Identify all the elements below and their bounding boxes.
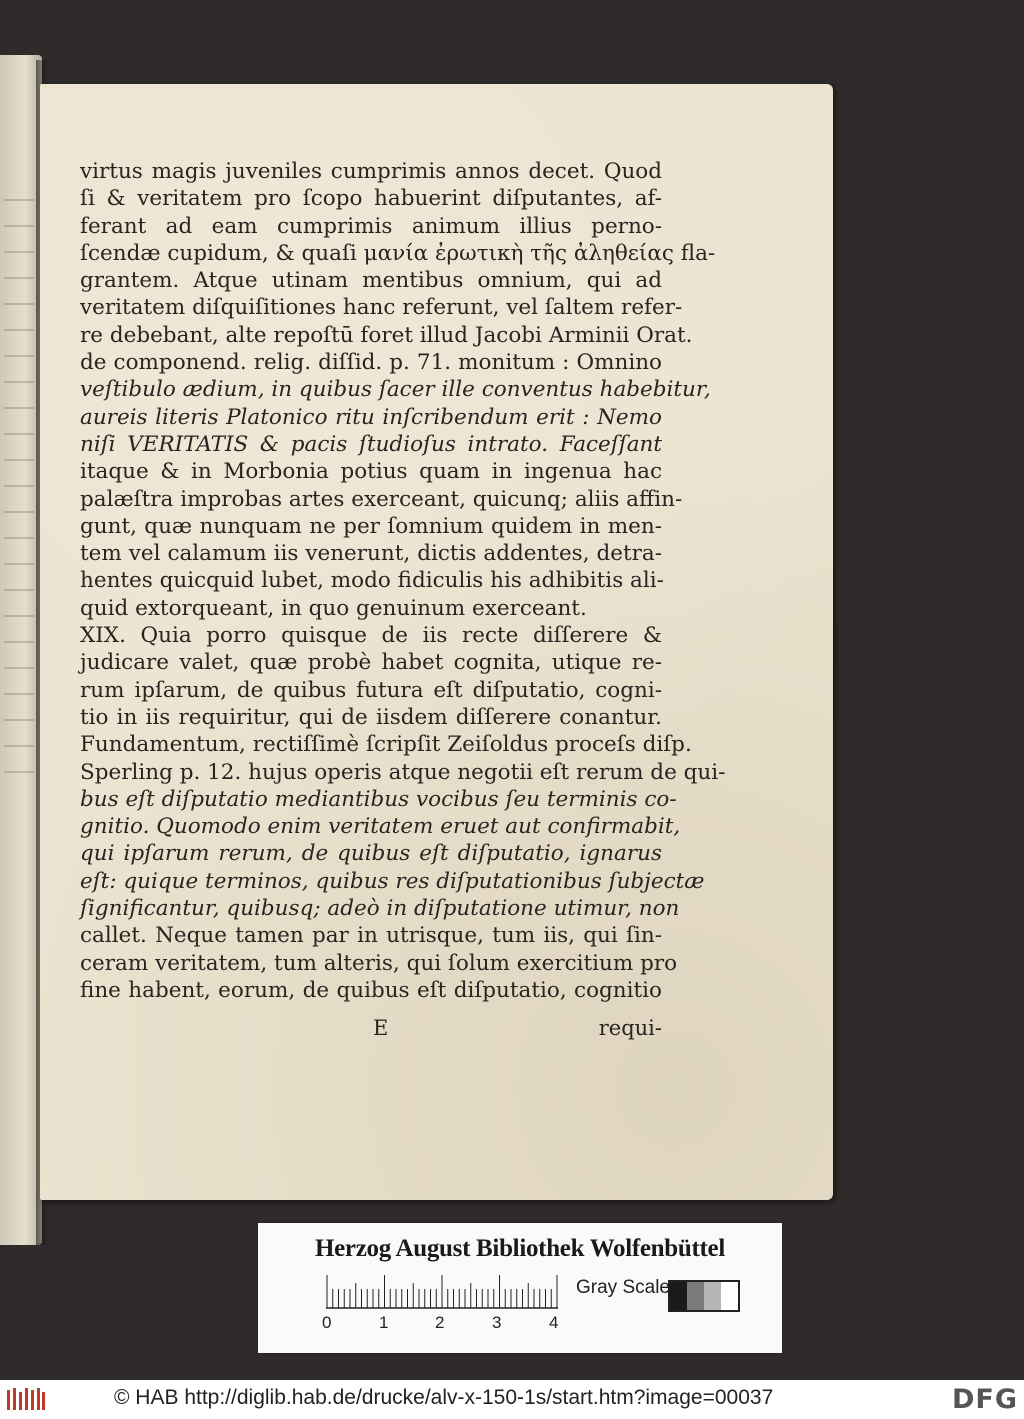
page-bottom-line bbox=[80, 1016, 662, 1044]
text-line: ſi & veritatem pro ſcopo habuerint diſputantes, af- bbox=[80, 186, 662, 212]
ruler-number: 3 bbox=[492, 1313, 502, 1332]
text-line: quid extorqueant, in quo genuinum exerceant. bbox=[80, 595, 587, 621]
gray-swatch bbox=[721, 1282, 738, 1310]
text-line: de componend. relig. diſſid. p. 71. monitum : Omnino bbox=[80, 350, 662, 376]
text-line: aureis literis Platonico ritu inſcribendum erit : Nemo bbox=[80, 404, 662, 430]
ruler-number: 2 bbox=[435, 1313, 445, 1332]
ruler-number: 0 bbox=[322, 1313, 332, 1332]
text-line: hentes quicquid lubet, modo fidiculis his adhibitis ali- bbox=[80, 568, 664, 594]
gray-scale-label: Gray Scale bbox=[576, 1277, 670, 1298]
text-line: callet. Neque tamen par in utrisque, tum iis, qui ſin- bbox=[80, 923, 662, 949]
ruler-scale bbox=[326, 1275, 558, 1309]
text-line: gnitio. Quomodo enim veritatem eruet aut confirmabit, bbox=[80, 814, 681, 840]
hab-logo-icon bbox=[6, 1386, 46, 1412]
text-line: ceram veritatem, tum alteris, qui ſolum exercitium pro bbox=[80, 950, 678, 976]
catchword: requi- bbox=[598, 1016, 662, 1040]
text-line: palæſtra improbas artes exerceant, quicunq; aliis affin- bbox=[80, 486, 683, 512]
text-line: veritatem diſquiſitiones hanc referunt, vel ſaltem refer- bbox=[80, 295, 683, 321]
gray-swatch bbox=[687, 1282, 704, 1310]
dfg-logo: DFG bbox=[951, 1384, 1018, 1415]
library-color-card bbox=[258, 1223, 782, 1353]
footer-copyright-link[interactable]: © HAB http://diglib.hab.de/drucke/alv-x-150-1s/start.htm?image=00037 bbox=[114, 1386, 774, 1409]
text-line: fine habent, eorum, de quibus eſt diſputatio, cognitio bbox=[80, 977, 662, 1003]
text-line: Sperling p. 12. hujus operis atque negotii eſt rerum de qui- bbox=[80, 759, 726, 785]
gray-swatch bbox=[704, 1282, 721, 1310]
footer-bar bbox=[0, 1380, 1024, 1419]
text-line: rum ipſarum, de quibus futura eſt diſputatio, cogni- bbox=[80, 677, 662, 703]
text-line: qui ipſarum rerum, de quibus eſt diſputatio, ignarus bbox=[80, 841, 662, 867]
library-name: Herzog August Bibliothek Wolfenbüttel bbox=[314, 1235, 725, 1262]
text-line: Fundamentum, rectiſſimè ſcripſit Zeiſoldus proceſs diſp. bbox=[80, 732, 692, 758]
page-text bbox=[80, 158, 726, 1004]
gray-scale-swatches bbox=[668, 1280, 740, 1312]
text-line: XIX. Quia porro quisque de iis recte diſſerere & bbox=[80, 623, 662, 649]
gray-swatch bbox=[670, 1282, 687, 1310]
text-line: ſcendæ cupidum, & quaſi μανία ἐρωτικὴ τῆς ἀληθείας fla- bbox=[80, 240, 716, 266]
signature-mark: E bbox=[373, 1016, 389, 1040]
text-line: judicare valet, quæ probè habet cognita, utique re- bbox=[80, 650, 662, 676]
text-line: bus eſt diſputatio mediantibus vocibus ſeu terminis co- bbox=[80, 786, 677, 812]
ruler-number: 4 bbox=[549, 1313, 559, 1332]
text-line: tem vel calamum iis venerunt, dictis addentes, detra- bbox=[80, 541, 662, 567]
text-line: ferant ad eam cumprimis animum illius perno- bbox=[80, 213, 662, 239]
text-line: grantem. Atque utinam mentibus omnium, qui ad bbox=[80, 268, 662, 294]
ruler-number: 1 bbox=[379, 1313, 389, 1332]
text-line: niſi VERITATIS & pacis ſtudioſus intrato. Faceſſant bbox=[80, 431, 662, 457]
text-line: eſt: quique terminos, quibus res diſputationibus ſubjectæ bbox=[80, 868, 705, 894]
text-line: ſignificantur, quibusq; adeò in diſputatione utimur, non bbox=[80, 896, 680, 922]
text-line: virtus magis juveniles cumprimis annos decet. Quod bbox=[80, 159, 662, 184]
text-line: tio in iis requiritur, qui de iisdem diſſerere conantur. bbox=[80, 704, 662, 730]
text-line: itaque & in Morbonia potius quam in ingenua hac bbox=[80, 459, 662, 485]
text-line: veſtibulo ædium, in quibus ſacer ille conventus habebitur, bbox=[80, 377, 711, 403]
text-line: gunt, quæ nunquam ne per ſomnium quidem in men- bbox=[80, 513, 662, 539]
text-line: re debebant, alte repoſtū foret illud Jacobi Arminii Orat. bbox=[80, 322, 693, 348]
